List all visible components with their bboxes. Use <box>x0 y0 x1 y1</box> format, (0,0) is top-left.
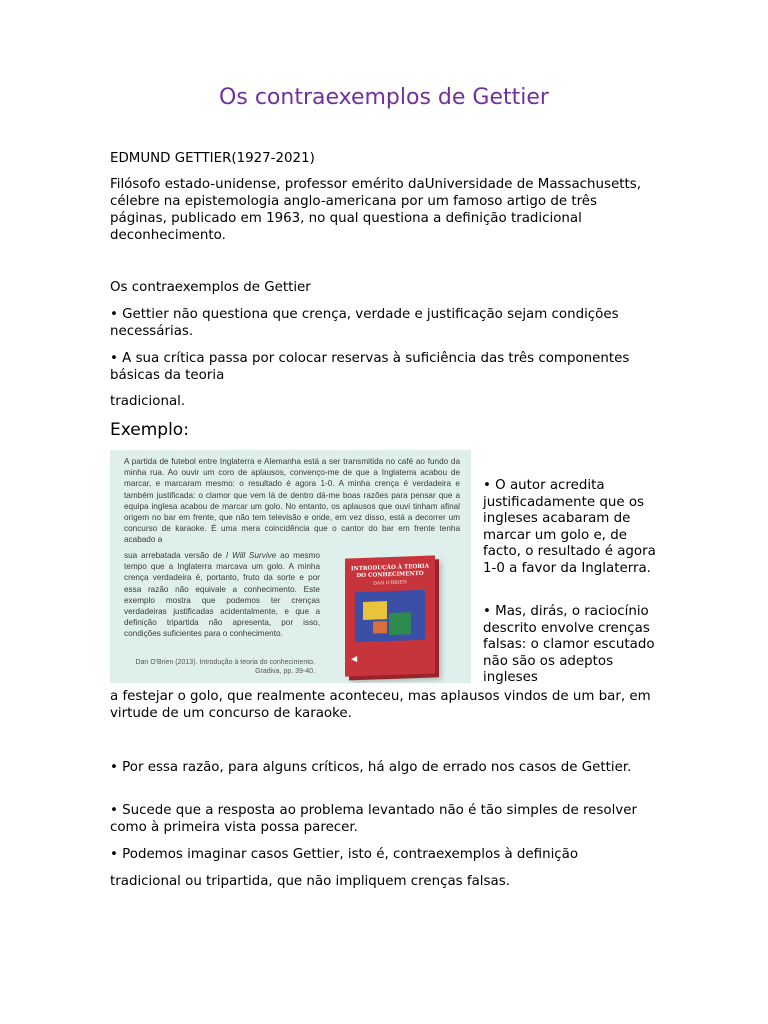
figure-text-continued-start: sua arrebatada versão de <box>124 551 226 560</box>
side-bullet-justified-belief: • O autor acredita justificadamente que os ingleses acabaram de marcar um golo e, de facto, o resultado é agora 1-0 a favor da Inglaterra. <box>483 478 656 576</box>
bullet-sufficiency-critique: • A sua crítica passa por colocar reservas à suficiência das três componentes básicas da teoria <box>110 351 630 383</box>
figure-text-continued-end: ao mesmo tempo que a Inglaterra marcava um golo. A minha crença verdadeira é, portanto, fruto da sorte e por essa razão não equivale a conhecimento. Este exemplo mostra que podemos ter crenças verdadeiras justificadas acidentalmente, e que a definição tripartida não apresenta, por isso, condições suficientes para o conhecimento. <box>124 551 320 639</box>
example-heading: Exemplo: <box>110 420 189 440</box>
artwork-shape <box>389 612 411 635</box>
bullet-gettier-cases: • Podemos imaginar casos Gettier, isto é, contraexemplos à definição <box>110 847 579 862</box>
book-cover-artwork <box>355 590 425 642</box>
artwork-shape <box>373 621 387 633</box>
figure-text-continued <box>124 550 320 640</box>
bullet-gettier-cases-continued: tradicional ou tripartida, que não impliquem crenças falsas. <box>110 874 510 889</box>
figure-text-paragraph: A partida de futebol entre Inglaterra e Alemanha está a ser transmitida no café ao fundo da minha rua. Ao ouvir um coro de aplausos, convenço-me de que a Inglaterra acabou de marcar, e marcaram mesmo: o resultado é agora 1-0. A minha crença é verdadeira e também justificada: o clamor que vem lá de dentro dá-me boas razões para pensar que a equipa inglesa acabou de marcar um golo. No entanto, os aplausos que ouvi tinham afinal origem no bar em frente, que não tem televisão e onde, em vez disso, está a decorrer um concurso de karaoke. É uma mera coincidência que o cantor do bar em frente tenha acabado a <box>124 457 460 545</box>
bullet-critics: • Por essa razão, para alguns críticos, há algo de errado nos casos de Gettier. <box>110 760 632 775</box>
section-title: Os contraexemplos de Gettier <box>110 280 311 295</box>
example-figure <box>110 450 471 683</box>
song-title: I Will Survive <box>225 551 277 560</box>
artwork-shape <box>363 601 387 620</box>
author-bio: Filósofo estado-unidense, professor emérito daUniversidade de Massachusetts, célebre na epistemologia anglo-americana por um famoso artigo de três páginas, publicado em 1963, no qual questiona a definição tradicional deconhecimento. <box>110 177 641 243</box>
book-cover-author: DAN O'BRIEN <box>373 580 407 587</box>
book-arrow-icon: ◀ <box>351 654 358 664</box>
figure-source-citation: Dan O'Brien (2013). Introdução à teoria do conhecimento. <box>135 659 315 666</box>
document-title: Os contraexemplos de Gettier <box>219 85 549 110</box>
author-line: EDMUND GETTIER(1927-2021) <box>110 151 315 166</box>
bullet-sufficiency-continued: tradicional. <box>110 394 186 409</box>
book-cover-title: INTRODUÇÃO À TEORIA DO CONHECIMENTO <box>351 563 429 580</box>
figure-source <box>115 658 315 676</box>
side-bullet-false-beliefs: • Mas, dirás, o raciocínio descrito envolve crenças falsas: o clamor escutado não são os adeptos ingleses <box>483 604 655 686</box>
figure-source-publisher: Gradiva, pp. 39-40. <box>255 668 315 675</box>
false-beliefs-continued: a festejar o golo, que realmente aconteceu, mas aplausos vindos de um bar, em virtude de um concurso de karaoke. <box>110 689 651 721</box>
bullet-necessary-conditions: • Gettier não questiona que crença, verdade e justificação sejam condições necessárias. <box>110 307 619 339</box>
book-cover-image <box>345 555 435 676</box>
bullet-not-simple: • Sucede que a resposta ao problema levantado não é tão simples de resolver como à primeira vista possa parecer. <box>110 803 637 835</box>
